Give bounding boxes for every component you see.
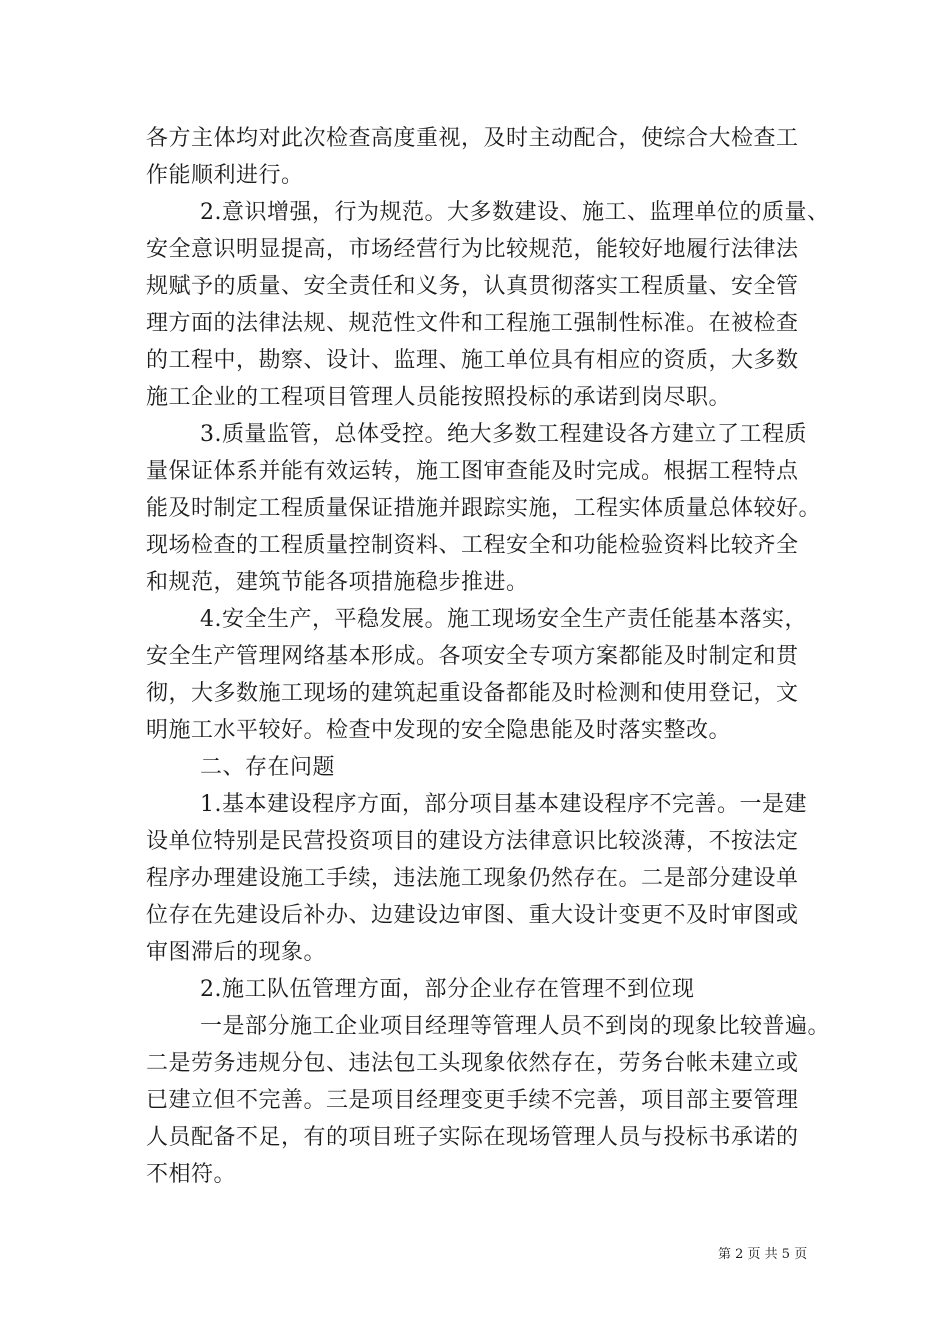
text-line-11: 能及时制定工程质量保证措施并跟踪实施，工程实体质量总体较好。 (146, 496, 822, 521)
document-body (146, 120, 831, 1193)
text-line-10: 量保证体系并能有效运转，施工图审查能及时完成。根据工程特点 (146, 459, 799, 484)
text-line-26: 二是劳务违规分包、违法包工头现象依然存在，劳务台帐未建立或 (146, 1051, 799, 1076)
text-line-15: 安全生产管理网络基本形成。各项安全专项方案都能及时制定和贯 (146, 644, 799, 669)
text-line-5: 规赋予的质量、安全责任和义务，认真贯彻落实工程质量、安全管 (146, 274, 799, 299)
text-line-13: 和规范，建筑节能各项措施稳步推进。 (146, 570, 529, 595)
text-line-12: 现场检查的工程质量控制资料、工程安全和功能检验资料比较齐全 (146, 533, 799, 558)
text-line-28: 人员配备不足，有的项目班子实际在现场管理人员与投标书承诺的 (146, 1125, 799, 1150)
text-line-9: 3.质量监管，总体受控。绝大多数工程建设各方建立了工程质 (200, 422, 807, 447)
text-line-19: 1.基本建设程序方面，部分项目基本建设程序不完善。一是建 (200, 792, 807, 817)
text-line-21: 程序办理建设施工手续，违法施工现象仍然存在。二是部分建设单 (146, 866, 799, 891)
text-line-7: 的工程中，勘察、设计、监理、施工单位具有相应的资质，大多数 (146, 348, 799, 373)
text-line-27: 已建立但不完善。三是项目经理变更手续不完善，项目部主要管理 (146, 1088, 799, 1113)
page-number-footer: 第 2 页 共 5 页 (718, 1247, 808, 1262)
text-line-1: 各方主体均对此次检查高度重视，及时主动配合，使综合大检查工 (146, 126, 799, 151)
text-line-29: 不相符。 (146, 1162, 237, 1187)
text-line-20: 设单位特别是民营投资项目的建设方法律意识比较淡薄，不按法定 (146, 829, 799, 854)
text-line-25: 一是部分施工企业项目经理等管理人员不到岗的现象比较普遍。 (200, 1014, 831, 1039)
text-line-14: 4.安全生产，平稳发展。施工现场安全生产责任能基本落实， (200, 607, 807, 632)
text-line-8: 施工企业的工程项目管理人员能按照投标的承诺到岗尽职。 (146, 385, 732, 410)
text-line-6: 理方面的法律法规、规范性文件和工程施工强制性标准。在被检查 (146, 311, 799, 336)
text-line-17: 明施工水平较好。检查中发现的安全隐患能及时落实整改。 (146, 718, 732, 743)
text-line-3: 2.意识增强，行为规范。大多数建设、施工、监理单位的质量、 (200, 200, 830, 225)
text-line-16: 彻，大多数施工现场的建筑起重设备都能及时检测和使用登记，文 (146, 681, 799, 706)
text-line-22: 位存在先建设后补办、边建设边审图、重大设计变更不及时审图或 (146, 903, 799, 928)
text-line-2: 作能顺利进行。 (146, 163, 304, 188)
section-heading-problems: 二、存在问题 (200, 755, 336, 780)
text-line-23: 审图滞后的现象。 (146, 940, 327, 965)
text-line-24: 2.施工队伍管理方面，部分企业存在管理不到位现 (200, 977, 695, 1002)
text-line-4: 安全意识明显提高，市场经营行为比较规范，能较好地履行法律法 (146, 237, 799, 262)
